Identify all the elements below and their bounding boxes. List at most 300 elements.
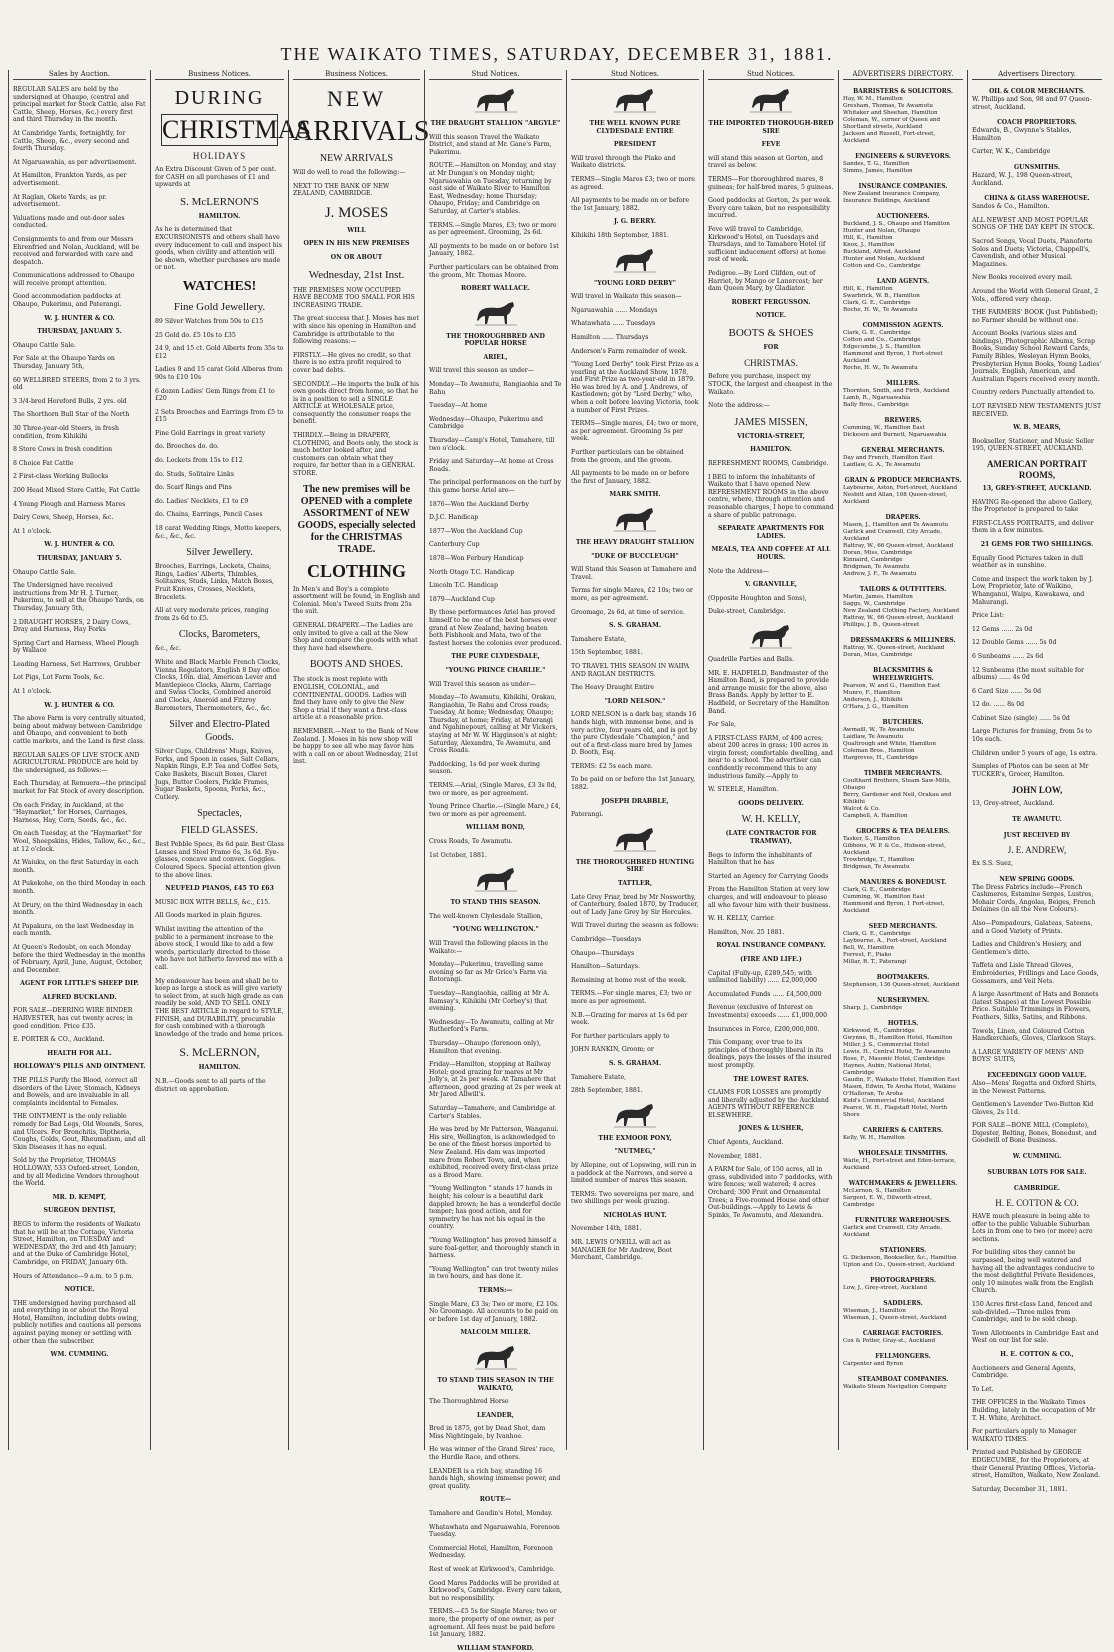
column-advertisers-directory-2 — [967, 70, 1106, 1493]
notice-text: Best Pebble Specs, 8s 6d pair. Best Glass Lenses and Steel Frame 6s, 3s 6d. Eye-glasses, concave and convex. Goggles. Coloured Specs. Special attention given to the above lines. — [155, 841, 284, 879]
notice-text: J. G. BERRY. — [614, 218, 656, 226]
notice-text: Will travel through the Piako and Waikato districts. — [571, 154, 676, 170]
notice-text: Will Stand this Season at Tamahere and Travel. — [571, 566, 697, 581]
directory-category: SEED MERCHANTS. — [868, 923, 938, 930]
notice-text: Communications addressed to Ohaupo will receive prompt attention. — [13, 272, 135, 287]
notice-text: Also—Mens' Regatta and Oxford Shirts, in the Newest Patterns. — [972, 1079, 1097, 1095]
notice-text: From the Hamilton Station at very low charges, and will endeavour to please all who favour him with their business. — [708, 886, 831, 909]
notice-text: Hamilton ...... Thursdays — [571, 333, 649, 341]
notice-text: North Otago T.C. Handicap — [429, 568, 515, 576]
notice-text: At Papakura, on the last Wednesday in each month. — [13, 922, 134, 938]
notice-text: Paddocking, 1s 6d per week during season. — [429, 760, 540, 776]
directory-entry: O'Halloran, Te Aroha — [843, 1091, 903, 1097]
display-heading: HOLIDAYS — [192, 151, 247, 161]
directory-category: CARRIERS & CARTERS. — [862, 1127, 944, 1134]
notice-text: Cabinet Size (single) ...... 5s 0d — [972, 714, 1070, 722]
directory-entry: Wiseman, J., Queen-street, Auckland — [843, 1315, 947, 1321]
directory-category: LAND AGENTS. — [876, 278, 930, 285]
notice-text: LOT REVISED NEW TESTAMENTS JUST RECEIVED. — [972, 403, 1102, 418]
notice-text: "YOUNG WELLINGTON." — [452, 926, 539, 934]
notice-text: do. Chains, Earrings, Pencil Cases — [155, 511, 263, 519]
notice-text: For Sale at the Ohaupo Yards on Thursday, January 5th, — [13, 355, 115, 371]
display-heading: J. MOSES — [324, 204, 389, 221]
notice-text: Before you purchase, inspect my STOCK, the largest and cheapest in the Waikato. — [708, 373, 833, 396]
directory-category: DRAPERS. — [885, 514, 921, 521]
notice-text: Brooches, Earrings, Lockets, Chains, Rings, Ladies' Alberts, Thimbles, Solitaires, Studs, Links, Match Boxes, Fruit Knives, Crosses, Necklets, Bracelets. — [155, 563, 275, 601]
directory-entry: Clark, G. E., Cambridge — [843, 300, 911, 306]
notice-text: The Thoroughbred Horse — [429, 1398, 509, 1406]
notice-text: THE PILLS Purify the Blood, correct all disorders of the Liver, Stomach, Kidneys and Bowels, and are invaluable in all complaints incidental to Females. — [13, 1077, 141, 1107]
notice-text: Auctioneers and General Agents, Cambridge. — [972, 1364, 1076, 1380]
directory-category: SUBURBAN LOTS FOR SALE. — [987, 1169, 1087, 1177]
notice-text: Also—Pompadours, Galateas, Sateens, and a Good Variety of Prints. — [972, 920, 1093, 935]
directory-entry: Laybourne, Aston, Fort-street, Auckland — [843, 485, 958, 491]
notice-text: For further particulars apply to — [571, 1032, 670, 1040]
notice-text: LEANDER is a rich bay, standing 16 hands high, showing immense power, and great quality. — [429, 1467, 561, 1490]
notice-text: "YOUNG PRINCE CHARLIE." — [445, 666, 546, 674]
notice-text: Fine Gold Earrings in great variety — [155, 429, 266, 437]
directory-category: TAILORS & OUTFITTERS. — [859, 586, 947, 593]
notice-text: 1879—Auckland Cup — [429, 595, 495, 603]
notice-text: HEALTH FOR ALL. — [47, 1049, 112, 1057]
notice-text: Single Mare, £3 3s; Two or more, £2 10s. No Groomage. All accounts to be paid on or before 1st day of January, 1882. — [429, 1300, 559, 1323]
notice-text: LORD NELSON is a dark bay, stands 16 hands high, with immense bone, and is very active, four years old, and is got by the pure Clydesdale "Champion," and out of a first-class mare bred by James D. Booth, Esq. — [571, 711, 698, 757]
directory-entry: Kirkwood, R., Cambridge — [843, 1028, 915, 1034]
column-advertisers-directory-1 — [838, 70, 967, 1450]
notice-text: The above Farm is very centrally situated, being about midway between Cambridge and Ohaupo, and convenient to both cattle markets, and the Land is first class. — [13, 715, 146, 746]
directory-category: COACH PROPRIETORS. — [997, 119, 1077, 127]
column-header: Stud Notices. — [429, 70, 562, 80]
notice-text: On each Friday, in Auckland, at the "Haymarket," for Horses, Carriages, Harness, Hay, Corn, Seeds, &c., &c. — [13, 801, 128, 824]
notice-text: ALL NEWEST AND MOST POPULAR SONGS OF THE DAY KEPT IN STOCK. — [972, 216, 1095, 232]
notice-text: NEXT TO THE BANK OF NEW ZEALAND, CAMBRIDGE. — [293, 182, 390, 198]
directory-entry: Cotton and Co., Cambridge — [843, 337, 921, 343]
notice-text: W. H. KELLY, Carrier. — [708, 915, 775, 923]
notice-text: PRESIDENT — [613, 141, 657, 149]
notice-text: On each Tuesday, at the "Haymarket" for Wool, Sheepskins, Hides, Tallow, &c., &c., at 12 o'clock. — [13, 830, 146, 853]
notice-text: FEVE — [761, 141, 781, 149]
notice-text: REGULAR SALES OF LIVE STOCK AND AGRICULTURAL PRODUCE are held by the undersigned, as follows:— — [13, 751, 140, 774]
notice-text: WM. CUMMING. — [50, 1351, 109, 1359]
display-heading: AMERICAN PORTRAIT ROOMS, — [987, 459, 1087, 480]
notice-text: HAMILTON. — [750, 446, 792, 454]
notice-text: At Ngaruawahia, as per advertisement. — [13, 158, 137, 166]
notice-text: Thursday—Ohaupo (forenoon only), Hamilton that evening. — [429, 1039, 541, 1055]
directory-category: TIMBER MERCHANTS. — [863, 770, 943, 777]
notice-text: THURSDAY, JANUARY 5. — [37, 554, 122, 562]
notice-text: 6 Sunbeams ...... 2s 6d — [972, 652, 1044, 660]
directory-entry: Sargent, E. W., Dilworth-street, Cambridge — [843, 1195, 932, 1208]
directory-category: GRAIN & PRODUCE MERCHANTS. — [844, 477, 962, 484]
directory-entry: Buckland, Alfred, Auckland — [843, 249, 921, 255]
notice-text: THE EXMOOR PONY, — [598, 1134, 672, 1142]
column-header: ADVERTISERS DIRECTORY. — [843, 70, 963, 80]
horse-engraving-icon — [473, 86, 519, 114]
notice-text: All payments to be made on or before the 1st January, 1882. — [571, 197, 690, 212]
notice-text: WILL — [347, 226, 366, 234]
notice-text: 3 3/4-bred Hereford Bulls, 2 yrs. old — [13, 397, 127, 405]
notice-text: "NUTMEG," — [614, 1148, 656, 1156]
horse-engraving-icon — [612, 246, 658, 274]
directory-category: GUNSMITHS. — [1014, 163, 1060, 171]
notice-text: Pedigree.—By Lord Clifden, out of Harriet, by Mango or Lanercost; her dam Queen Mary, by Gladiator. — [708, 269, 823, 293]
directory-category: CHINA & GLASS WAREHOUSE. — [984, 195, 1090, 203]
notice-text: Quadrille Parties and Balls. — [708, 655, 794, 663]
notice-text: (FIRE AND LIFE.) — [740, 955, 802, 963]
notice-text: ALFRED BUCKLAND. — [42, 993, 117, 1001]
notice-text: AGENT FOR LITTLE'S SHEEP DIP. — [20, 980, 139, 988]
notice-text: 2 DRAUGHT HORSES, 2 Dairy Cows, Dray and Harness, Hay Forks — [13, 618, 131, 634]
directory-entry: Bridgman, Te Awamutu — [843, 564, 910, 570]
display-heading: CHRISTMAS — [162, 115, 311, 144]
display-heading: W. H. KELLY, — [741, 814, 801, 826]
notice-text: Will do well to read the following:— — [293, 169, 406, 176]
notice-text: TO STAND THIS SEASON IN THE WAIKATO, — [437, 1376, 554, 1392]
notice-text: Cambridge—Tuesdays — [571, 936, 642, 943]
directory-entry: Dickeson and Burnett, Ngaruawahia — [843, 432, 947, 438]
directory-entry: New Zealand Insurance Company, Insurance Buildings, Auckland — [843, 191, 941, 204]
directory-entry: Low, J., Grey-street, Auckland — [843, 1285, 928, 1291]
notice-text: Wednesday—To Awamutu, calling at Mr Rutherford's Farm. — [429, 1018, 554, 1034]
horse-engraving-icon — [748, 622, 794, 650]
notice-text: by Allepine, out of Lopswing, will run in a paddock at the Narrows, and serve a limited number of mares this season. — [571, 1161, 697, 1185]
notice-text: An Extra Discount Given of 5 per cent. for CASH on all purchases of £1 and upwards at — [155, 166, 277, 189]
display-heading: CHRISTMAS. — [744, 358, 798, 369]
notice-text: THE WELL KNOWN PURE CLYDESDALE ENTIRE — [589, 120, 681, 135]
directory-category: FURNITURE WAREHOUSES. — [855, 1217, 951, 1224]
notice-text: All payments to be made on or before 1st January, 1882. — [429, 242, 559, 258]
notice-text: Paterangi. — [571, 811, 604, 819]
notice-text: MALCOLM MILLER. — [460, 1329, 531, 1337]
notice-text: He was bred by Mr Patterson, Wanganui. His sire, Wellington, is acknowledged to be one of the finest horses imported to New Zealand. His dam was imported mare from Robert Town, and, when exhibited, received every first-class prize as a Brood Mare. — [429, 1126, 559, 1179]
display-heading: FIELD GLASSES. — [181, 825, 258, 837]
notice-text: MUSIC BOX WITH BELLS, &c., £15. — [155, 898, 271, 906]
notice-text: GENERAL DRAPERY.—The Ladies are only invited to give a call at the New Shop and compare the goods with what they have had elsewhere. — [293, 622, 418, 652]
directory-entry: Gresham, Thomas, Te Awamutu — [843, 103, 933, 109]
notice-text: "Young Lord Derby" took First Prize as a yearling at the Auckland Show, 1878, and First Prize as two-year-old in 1879. He was bred by A. and J. Andrews, of Kastledown; got by "Lord Derby," who, when a colt before leaving Victoria, took a number of First Prizes. — [571, 361, 699, 414]
horse-engraving-icon — [473, 299, 519, 327]
notice-text: To be paid on or before the 1st January, 1882. — [571, 776, 696, 792]
notice-text: CLAIMS FOR LOSSES are promptly and liberally adjusted by the Auckland AGENTS WITHOUT REFERENCE ELSEWHERE. — [708, 1089, 829, 1119]
directory-entry: Kinnaird, Cambridge — [843, 557, 903, 563]
notice-text: For Sale, — [708, 721, 737, 729]
notice-text: Ohaupo Cattle Sale. — [13, 341, 76, 349]
directory-category: DRESSMAKERS & MILLINERS. — [850, 637, 956, 644]
notice-text: 1878—Won Ferbury Handicap — [429, 554, 524, 562]
horse-engraving-icon — [612, 86, 658, 114]
notice-text: In Men's and Boy's a complete assortment will be found, in English and Colonial. Men's Tweed Suits from 25s the suit. — [293, 585, 420, 616]
notice-text: 13, Grey-street, Auckland. — [972, 800, 1055, 808]
directory-category: FELLMONGERS. — [875, 1353, 931, 1360]
directory-entry: Gibbons, W. P. & Co., Hobson-street, Auckland — [843, 843, 946, 856]
directory-entry: Upton and Co., Queen-street, Auckland — [843, 1262, 955, 1268]
horse-engraving-icon — [748, 86, 794, 114]
notice-text: Note the address:— — [708, 402, 771, 410]
notice-text: JOSEPH DRABBLE, — [601, 797, 669, 805]
notice-text: Each Thursday, at Remuera—the principal market for Fat Stock of every description. — [13, 780, 146, 795]
directory-entry: Cox & Potter, Gray-st., Auckland — [843, 1338, 936, 1344]
directory-entry: Laidlaw, G. A., Te Awamutu — [843, 462, 921, 468]
notice-text: ROYAL INSURANCE COMPANY. — [716, 942, 826, 950]
notice-text: WILLIAM BOND, — [466, 824, 525, 832]
notice-text: "DUKE OF BUCCLEUGH" — [591, 552, 679, 560]
notice-text: As he is determined that EXCURSIONISTS and others shall have every inducement to call and inspect his goods, when civility and attention will be shown, whether purchases are made or not. — [155, 226, 282, 272]
notice-text: Accumulated Funds ...... £4,500,000 — [708, 990, 822, 998]
notice-text: Capital (Fully-up, £289,545; with unlimited liability) ...... £2,000,000 — [708, 969, 817, 985]
notice-text: WILLIAM STANFORD. — [457, 1644, 534, 1652]
directory-entry: Hunter and Nolan, Auckland — [843, 256, 925, 262]
notice-text: 13, GREY-STREET, AUCKLAND. — [982, 485, 1092, 492]
notice-text: N.B.—Goods sent to all parts of the district on approbation. — [155, 1077, 266, 1093]
notice-text: Duke-street, Cambridge. — [708, 608, 786, 616]
notice-text: Valuations made and out-door sales conducted. — [13, 214, 125, 230]
directory-category: NURSERYMEN. — [876, 997, 930, 1004]
notice-text: 1876—Won the Auckland Derby — [429, 500, 529, 508]
notice-text: do. Scarf Rings and Pins — [155, 484, 232, 492]
horse-engraving-icon — [612, 505, 658, 533]
notice-text: HOLLOWAY'S PILLS AND OINTMENT. — [13, 1063, 146, 1071]
directory-entry: Sandes, T. G., Hamilton — [843, 161, 910, 167]
directory-entry: Haynes, Aubin, National Hotel, Cambridge — [843, 1063, 932, 1076]
notice-text: Monday—Pukerimu, travelling same evening so far as Mr Grice's Farm via Rotorangi. — [429, 961, 547, 984]
notice-text: do. Lockets from 15s to £12 — [155, 457, 243, 465]
notice-text: Will travel in Waikato this season— — [571, 293, 682, 301]
notice-text: A FIRST-CLASS FARM, of 400 acres; about 200 acres in grass; 100 acres in virgin forest; comfortable dwelling, and near to a school. The advertiser can confidently recommend this to any industrious family.—Apply to — [708, 734, 833, 780]
notice-text: 4 Young Plough and Harness Mares — [13, 500, 126, 508]
display-heading: Silver and Electro-Plated Goods. — [169, 719, 270, 744]
notice-text: Revenue (exclusive of Interest on Investments) exceeds ...... £1,000,000 — [708, 1004, 828, 1019]
directory-entry: Clark, G. E., Cambridge — [843, 887, 911, 893]
directory-entry: Hammond and Byron, 1 Fort-street, Auckland — [843, 901, 945, 914]
notice-text: SURGEON DENTIST, — [43, 1207, 116, 1215]
notice-text: TERMS—Single mares, £4; two or more, as per agreement. Grooming 5s per week. — [571, 420, 699, 443]
notice-text: 2 Sets Brooches and Earrings from £5 to £15 — [155, 408, 284, 424]
notice-text: 21 GEMS FOR TWO SHILLINGS. — [980, 540, 1094, 548]
notice-text: To Let. — [972, 1385, 994, 1393]
notice-text: TERMS—For thoroughbred mares, 8 guineas; for half-bred mares, 5 guineas. — [708, 175, 834, 191]
directory-category: BOOTMAKERS. — [876, 974, 930, 981]
directory-entry: Sharp, J., Cambridge — [843, 1005, 903, 1011]
notice-text: TO TRAVEL THIS SEASON IN WAIPA AND RAGLAN DISTRICTS. — [571, 662, 690, 678]
notice-text: At 1 o'clock. — [13, 527, 52, 535]
directory-entry: Bally Bros., Cambridge — [843, 402, 909, 408]
notice-text: SECONDLY.—He imports the bulk of his own goods direct from home, so that he is in a position to sell a SINGLE ARTICLE at WHOLESALE price, consequently the consumer reaps the benefit. — [293, 380, 420, 426]
notice-text: Come and inspect the work taken by J. Low, Proprietor, late of Waikino, Whanganui, Waipu, Kawakawa, and Mahurangi. — [972, 575, 1093, 606]
directory-entry: Andrew, J. F., Te Awamutu — [843, 571, 917, 577]
notice-text: He was winner of the Grand Sires' race, the Hurdle Race, and others. — [429, 1446, 555, 1462]
directory-category: ENGINEERS & SURVEYORS. — [855, 153, 951, 160]
notice-text: V. GRANVILLE, — [744, 581, 798, 589]
notice-text: 12 Sunbeams (the most suitable for albums) ...... 4s 0d — [972, 666, 1084, 682]
notice-text: At Pukekohe, on the third Monday in each month. — [13, 880, 146, 895]
notice-text: REFRESHMENT ROOMS, Cambridge. — [708, 460, 829, 468]
notice-text: &c., &c. — [155, 645, 181, 653]
notice-text: At Raglan, Okete Yards, as pr. advertisement. — [13, 193, 107, 209]
notice-text: Children under 5 years of age, 1s extra. — [972, 749, 1098, 757]
notice-text: Carter, W. K., Cambridge — [972, 148, 1051, 156]
column-stud-notices-3 — [703, 70, 838, 1450]
notice-text: This Company, ever true to its principles of thoroughly liberal in its dealings, pays the losses of the insured most promptly. — [708, 1039, 832, 1069]
notice-text: FIRST-CLASS PORTRAITS, and deliver them in a few minutes. — [972, 519, 1094, 535]
directory-entry: Clark, G. E., Cambridge — [843, 931, 911, 937]
column-header: Advertisers Directory. — [972, 70, 1102, 80]
notice-text: Taffeta and Lisle Thread Gloves, Embroideries, Frillings and Lace Goods, Gossamers, and Veil Nets. — [972, 962, 1099, 985]
notice-text: THE IMPORTED THOROUGH-BRED SIRE — [708, 120, 834, 135]
notice-text: A LARGE VARIETY OF MENS' AND BOYS' SUITS, — [972, 1048, 1084, 1064]
directory-entry: Bridgman, Te Awamutu — [843, 864, 910, 870]
notice-text: (LATE CONTRACTOR FOR TRAMWAY), — [725, 830, 817, 846]
notice-text: D.J.C. Handicap — [429, 514, 479, 522]
notice-text: Begs to inform the inhabitants of Hamilton that he has — [708, 851, 812, 867]
notice-text: Sold by the Proprietor, THOMAS HOLLOWAY, 533 Oxford-street, London, and by all Medicine Vendors throughout the World. — [13, 1157, 140, 1188]
display-heading: Silver Jewellery. — [186, 547, 253, 559]
display-heading: NEW ARRIVALS — [319, 153, 394, 164]
notice-text: My endeavour has been and shall be to keep as large a stock as will give variety to select from, at such high grade as can readily be sold, AND TO SELL ONLY THE BEST ARTICLE in regard to STYLE, FINISH, and DURABILITY, procurable for cash combined with a thorough knowledge of the trade and home prices. — [155, 977, 284, 1038]
notice-text: ROBERT FERGUSSON. — [731, 298, 811, 306]
notice-text: "Young Wellington" can trot twenty miles in two hours, and has done it. — [429, 1265, 559, 1281]
notice-text: At Drury, on the third Wednesday in each month. — [13, 901, 143, 917]
notice-text: Tuesday—Rangiaohia, calling at Mr A. Ramsay's, Kihikihi (Mr Corbey's) that evening. — [429, 989, 550, 1013]
display-heading: BOOTS & SHOES — [728, 326, 814, 339]
notice-text: 12 do. ...... 8s 0d — [972, 701, 1025, 709]
directory-entry: McLernon, S., Hamilton — [843, 1188, 911, 1194]
directory-entry: Trowbridge, T., Hamilton — [843, 857, 915, 863]
notice-text: Will travel this season as under— — [429, 367, 534, 375]
directory-entry: Walcot & Co. — [843, 806, 880, 812]
notice-text: Consignments to and from our Messrs Ehrenfried and Nolan, Auckland, will be received and forwarded with care and despatch. — [13, 235, 140, 266]
display-heading: H. E. COTTON & CO. — [995, 1198, 1079, 1209]
notice-text: THE DRAUGHT STALLION "ARGYLE" — [430, 120, 561, 127]
directory-entry: Roche, H. W., Te Awamutu — [843, 307, 918, 313]
directory-category: TE AWAMUTU. — [1012, 816, 1062, 824]
directory-entry: Rattray, W., Queen-street, Auckland — [843, 645, 945, 651]
directory-category: GENERAL MERCHANTS. — [861, 447, 945, 454]
directory-category: CAMBRIDGE. — [1014, 1185, 1060, 1193]
notice-text: At Cambridge Yards, fortnightly, for Cattle, Sheep, &c., every second and fourth Thursday. — [13, 129, 130, 153]
directory-entry: Martin, James, Hamilton — [843, 594, 913, 600]
notice-text: THURSDAY, JANUARY 5. — [37, 328, 122, 336]
directory-category: SADDLERS. — [883, 1300, 923, 1307]
notice-text: 1877—Won the Auckland Cup — [429, 527, 523, 535]
notice-text: Leading Harness, Set Harrows, Grubber — [13, 660, 141, 668]
notice-text: Tamahere Estate, — [571, 1073, 627, 1081]
notice-text: Samples of Photos can be seen at Mr TUCKER's, Grocer, Hamilton. — [972, 763, 1089, 778]
directory-entry: Bell, W., Hamilton — [843, 945, 894, 951]
directory-category: COMMISSION AGENTS. — [862, 322, 944, 329]
directory-category: HOTELS. — [887, 1020, 919, 1027]
display-heading: JAMES MISSEN, — [734, 416, 808, 428]
notice-text: Further particulars can be obtained from the groom, and the groom. — [571, 449, 684, 464]
notice-text: THE OFFICES in the Waikato Times Building, lately in the occupation of Mr T. H. White, Architect. — [972, 1399, 1096, 1422]
notice-text: Young Prince Charlie.—(Single Mare,) £4, two or more as per agreement. — [429, 803, 561, 818]
notice-text: TERMS.—Single Mares, £3; two or more as per agreement. Grooming, 2s 6d. — [429, 221, 557, 237]
directory-entry: Mason, Edwin, Te Aroha Hotel, Waikino — [843, 1084, 956, 1090]
notice-text: HAMILTON. — [198, 212, 241, 220]
notice-text: Further particulars can be obtained from the groom, Mr. Thomas Moore. — [429, 263, 559, 279]
column-sales-by-auction — [8, 70, 150, 1450]
column-stud-notices-2 — [566, 70, 703, 1450]
column-header: Business Notices. — [293, 70, 420, 80]
directory-entry: Roche, H. W., Te Awamutu — [843, 365, 918, 371]
directory-entry: Thornton, Smith, and Firth, Auckland — [843, 388, 950, 394]
notice-text: W. J. HUNTER & CO. — [44, 701, 115, 709]
display-heading: The new premises will be OPENED with a complete ASSORTMENT of NEW GOODS, especially selected for the CHRISTMAS TRADE. — [297, 483, 416, 555]
directory-category: BARRISTERS & SOLICITORS. — [853, 88, 953, 95]
directory-category: STEAMBOAT COMPANIES. — [857, 1376, 949, 1383]
notice-text: Thursday—Camp's Hotel, Tamahere, till two o'clock. — [429, 437, 555, 452]
notice-text: THE OINTMENT is the only reliable remedy for Bad Legs, Old Wounds, Sores, and Ulcers. For Bronchitis, Diptheria, Coughs, Colds, Gout, Rheumatism, and all Skin Diseases it has no equal. — [13, 1113, 146, 1151]
notice-text: 12 Gems ...... 2s 0d — [972, 625, 1033, 633]
directory-entry: Nesbitt and Allan, 108 Queen-street, Auckland — [843, 492, 948, 505]
notice-text: Good paddocks at Gorton, 2s per week. Every care taken, but no responsibility incurred. — [708, 197, 832, 220]
notice-text: 8 Store Cows in fresh condition — [13, 446, 113, 454]
column-business-notices-1 — [150, 70, 311, 1450]
directory-category: WATCHMAKERS & JEWELLERS. — [848, 1180, 958, 1187]
notice-text: 6 dozen Ladies' Gem Rings from £1 to £20 — [155, 387, 275, 403]
display-heading: JOHN LOW, — [1011, 785, 1063, 796]
directory-entry: Hargreves, H., Cambridge — [843, 755, 918, 761]
column-header: Stud Notices. — [571, 70, 699, 80]
directory-entry: Anderson, J., Kihikihi — [843, 697, 903, 703]
directory-entry: Gwynne, B., Hamilton Hotel, Hamilton — [843, 1035, 953, 1041]
notice-text: TERMS: £2 5s each mare. — [571, 762, 653, 770]
directory-entry: Hill, K., Hamilton — [843, 235, 893, 241]
notice-text: TERMS: Two sovereigns per mare, and two shillings per week grazing. — [571, 1190, 694, 1206]
directory-category: WHOLESALE TINSMITHS. — [858, 1150, 948, 1157]
notice-text: Ngaruawahia ...... Mondays — [571, 306, 658, 314]
display-heading: J. E. ANDREW, — [1007, 845, 1067, 856]
display-heading: NEW — [326, 86, 387, 111]
notice-text: TERMS.—For single mares, £3; two or more as per agreement. — [571, 990, 692, 1005]
display-heading: Wednesday, 21st Inst. — [308, 268, 405, 281]
notice-text: The principal performances on the turf by this game horse Ariel are— — [429, 479, 561, 494]
notice-text: FIRSTLY.—He gives no credit, so that there is no extra profit required to cover bad debts. — [293, 351, 411, 374]
notice-text: Insurances in Force, £200,000,000. — [708, 1025, 820, 1033]
notice-text: The Shorthorn Bull Star of the North — [13, 411, 130, 419]
notice-text: Monday—Te Awamutu, Rangiaohia and Te Rahu — [429, 381, 562, 396]
notice-text: HAVE much pleasure in being able to offer to the public Valuable Suburban Lots in from one to two (or more) acre sections. — [972, 1213, 1093, 1243]
directory-category: MILLERS. — [886, 380, 920, 387]
notice-text: All payments to be made on or before the first of January, 1882. — [571, 470, 690, 485]
notice-text: Will Travel this season as under— — [429, 680, 536, 688]
notice-text: 200 Head Mixed Store Cattle, Fat Cattle — [13, 486, 140, 494]
notice-text: ARIEL, — [483, 353, 508, 361]
directory-entry: Lewis, H., Central Hotel, Te Awamutu — [843, 1049, 951, 1055]
notice-text: Friday and Saturday—At home at Cross Roads. — [429, 458, 554, 473]
notice-text: TO STAND THIS SEASON. — [450, 899, 541, 907]
directory-entry: Cumming, W., Hamilton East — [843, 425, 925, 431]
directory-entry: Miller, J. S., Commercial Hotel — [843, 1042, 930, 1048]
notice-text: Good Mares Paddocks will be provided at Kirkwood's, Cambridge. Every care taken, but no responsibility. — [429, 1579, 562, 1602]
notice-text: GOODS DELIVERY. — [738, 799, 804, 807]
notice-text: Dairy Cows, Sheep, Horses, &c. — [13, 514, 114, 522]
directory-category: BUTCHERS. — [882, 719, 924, 726]
horse-engraving-icon — [473, 1343, 519, 1371]
notice-text: "Young Wellington " stands 17 hands in height; his colour is a beautiful dark dappled brown; he has a wonderful docile temper; has good action, and for symmetry he has not his equal in the country. — [429, 1185, 561, 1231]
notice-text: Monday—To Awamutu, Kihikihi, Orakau, Rangiaohia, Te Rahu and Cross roads; Tuesday, At home; Wednesday, Ohaupo; Thursday, at home; Friday, at Paterangi and Ngahinepouri, calling at Mr Vickers, staying at Mr W. W. Higginson's at night; Saturday, Alexandra, Te Awamutu, and Cross Roads. — [429, 694, 558, 755]
notice-text: OPEN IN HIS NEW PREMISES — [303, 240, 410, 248]
notice-text: Terms for single Mares, £2 10s; two or more, as per agreement. — [571, 587, 693, 602]
notice-text: "LORD NELSON." — [604, 697, 666, 705]
notice-text: THE PREMISES NOW OCCUPIED HAVE BECOME TOO SMALL FOR HIS INCREASING TRADE. — [293, 286, 415, 309]
directory-entry: Buckland, J. S., Ohaupo and Hamilton — [843, 221, 950, 227]
notice-text: Chief Agents, Auckland. — [708, 1139, 784, 1147]
notice-text: 89 Silver Watches from 50s to £15 — [155, 317, 264, 325]
notice-text: do. Brooches do. do. — [155, 443, 219, 451]
notice-text: 18 carat Wedding Rings, Motto keepers, &c., &c., &c. — [155, 525, 282, 540]
notice-text: New Books received every mail. — [972, 274, 1073, 282]
notice-text: Price List: — [972, 612, 1005, 620]
